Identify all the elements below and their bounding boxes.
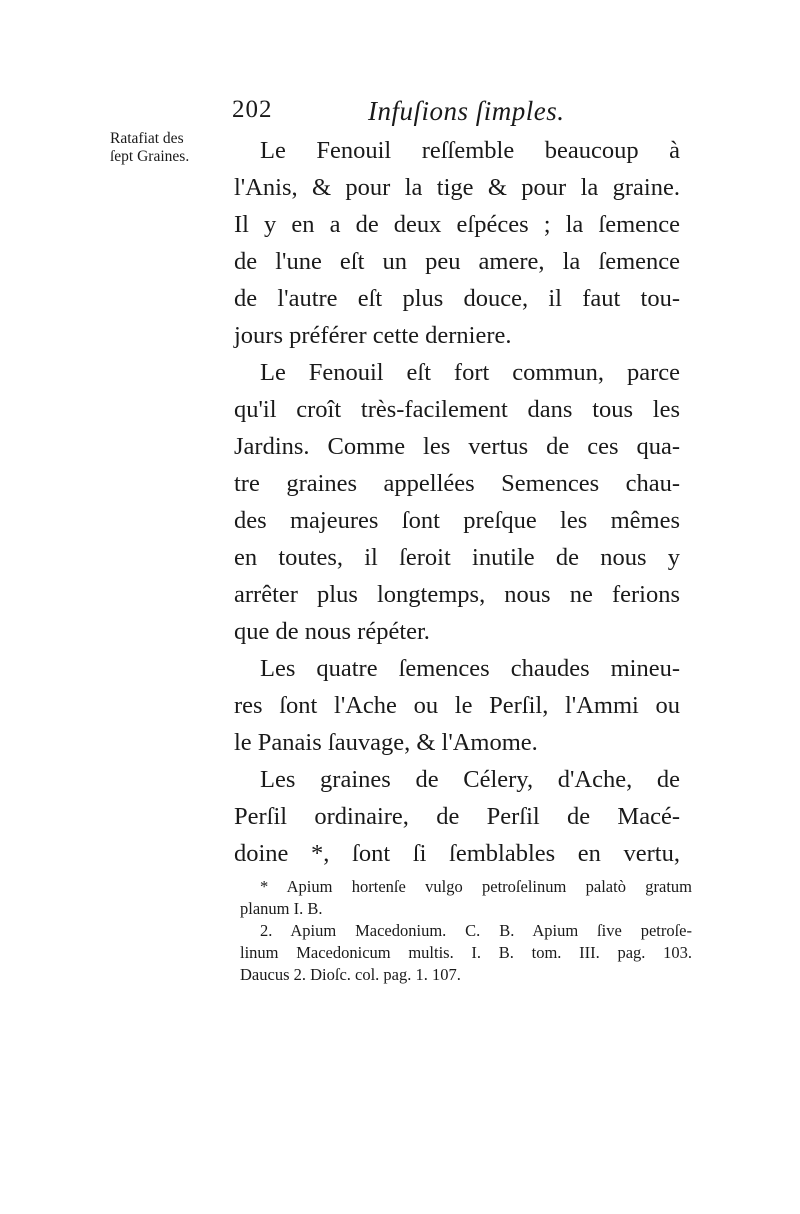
margin-note	[110, 130, 240, 166]
footnotes	[240, 876, 692, 986]
body-text-line: jours préférer cette derniere.	[234, 322, 512, 349]
body-text-line: Le Fenouil eſt fort commun, parce	[260, 359, 680, 386]
footnote-line: Daucus 2. Dioſc. col. pag. 1. 107.	[240, 965, 461, 984]
footnote-line: * Apium hortenſe vulgo petroſelinum palatò gratum	[260, 877, 692, 896]
body-text-line: de l'autre eſt plus douce, il faut tou-	[234, 285, 680, 312]
page-header	[232, 96, 692, 130]
body-text-line: arrêter plus longtemps, nous ne ferions	[234, 581, 680, 608]
body-text-line: Il y en a de deux eſpéces ; la ſemence	[234, 211, 680, 238]
body-text-line: Les graines de Célery, d'Ache, de	[260, 766, 680, 793]
body-text-line: doine *, ſont ſi ſemblables en vertu,	[234, 840, 680, 867]
body-text-line: tre graines appellées Semences chau-	[234, 470, 680, 497]
body-text-line: qu'il croît très-facilement dans tous les	[234, 396, 680, 423]
body-text-line: Les quatre ſemences chaudes mineu-	[260, 655, 680, 682]
running-title: Infuſions ſimples.	[368, 96, 565, 126]
body-text-line: l'Anis, & pour la tige & pour la graine.	[234, 174, 680, 201]
body-text-line: Jardins. Comme les vertus de ces qua-	[234, 433, 680, 460]
margin-note-line: Ratafiat des	[110, 130, 184, 147]
body-text-line: res ſont l'Ache ou le Perſil, l'Ammi ou	[234, 692, 680, 719]
margin-note-line: ſept Graines.	[110, 148, 190, 165]
body-text-line: des majeures ſont preſque les mêmes	[234, 507, 680, 534]
body-text-line: de l'une eſt un peu amere, la ſemence	[234, 248, 680, 275]
body-text-line: Le Fenouil reſſemble beaucoup à	[260, 137, 680, 164]
body-text-line: en toutes, il ſeroit inutile de nous y	[234, 544, 680, 571]
page-number: 202	[232, 96, 273, 123]
body-text-line: le Panais ſauvage, & l'Amome.	[234, 729, 538, 756]
body-text-line: Perſil ordinaire, de Perſil de Macé-	[234, 803, 680, 830]
footnote-line: 2. Apium Macedonium. C. B. Apium ſive petroſe-	[260, 921, 692, 940]
body-text-line: que de nous répéter.	[234, 618, 430, 645]
footnote-line: linum Macedonicum multis. I. B. tom. III. pag. 103.	[240, 943, 692, 962]
footnote-line: planum I. B.	[240, 899, 323, 918]
body-text	[234, 132, 680, 872]
